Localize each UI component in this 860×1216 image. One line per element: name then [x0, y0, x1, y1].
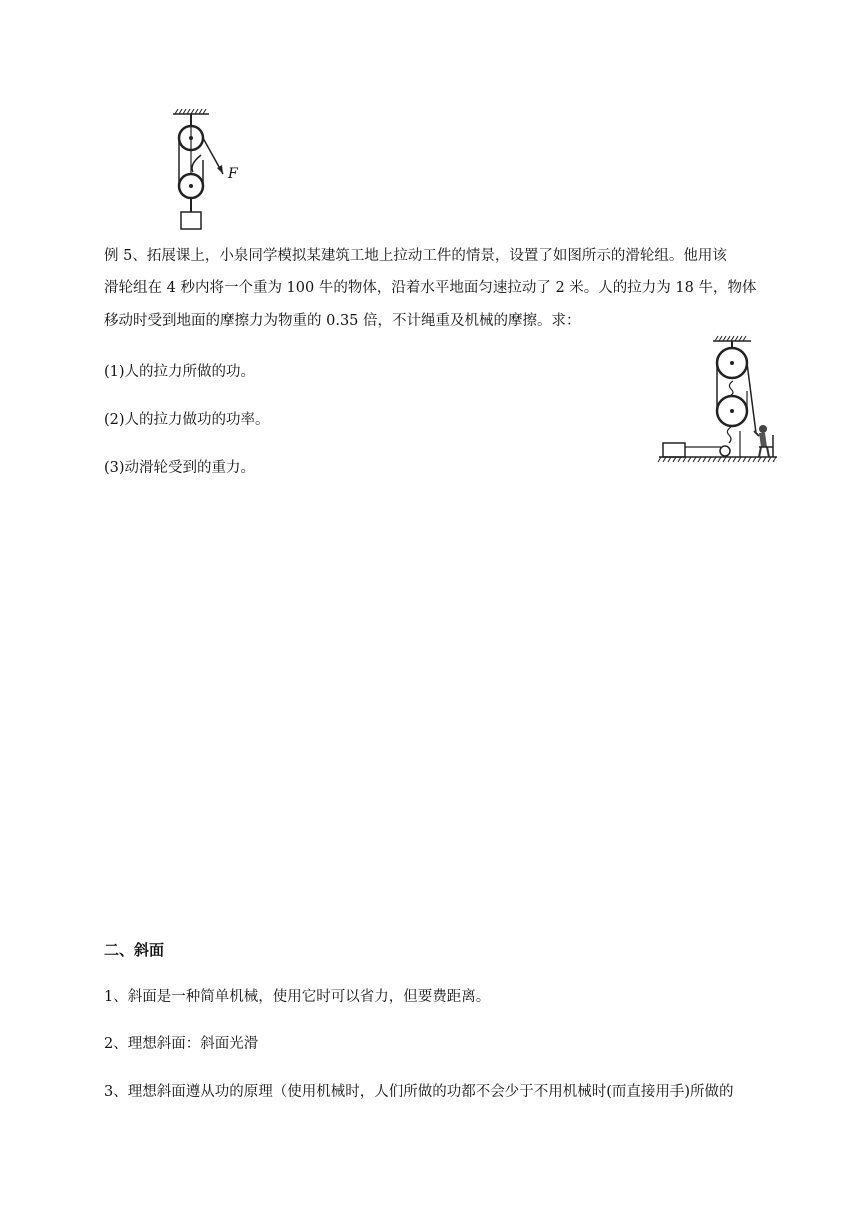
pulley-figure-1 [165, 108, 255, 234]
force-label: F [228, 166, 238, 182]
section-title: 二、斜面 [104, 941, 165, 959]
example5-line1: 例 5、拓展课上，小泉同学模拟某建筑工地上拉动工件的情景，设置了如图所示的滑轮组。他用该 [104, 248, 727, 264]
section-item-3: 3、理想斜面遵从功的原理（使用机械时，人们所做的功都不会少于不用机械时(而直接用手)所做的 [104, 1084, 734, 1100]
pulley-figure-2 [655, 333, 781, 471]
question-1: (1)人的拉力所做的功。 [104, 364, 256, 380]
question-3: (3)动滑轮受到的重力。 [104, 460, 256, 476]
question-2: (2)人的拉力做功的功率。 [104, 412, 270, 428]
section-item-1: 1、斜面是一种简单机械，使用它时可以省力，但要费距离。 [104, 989, 491, 1005]
example5-line2: 滑轮组在 4 秒内将一个重为 100 牛的物体，沿着水平地面匀速拉动了 2 米。人的拉力为 18 牛，物体 [104, 280, 757, 296]
example5-line3: 移动时受到地面的摩擦力为物重的 0.35 倍，不计绳重及机械的摩擦。求： [104, 313, 581, 329]
section-item-2: 2、理想斜面：斜面光滑 [104, 1036, 259, 1052]
